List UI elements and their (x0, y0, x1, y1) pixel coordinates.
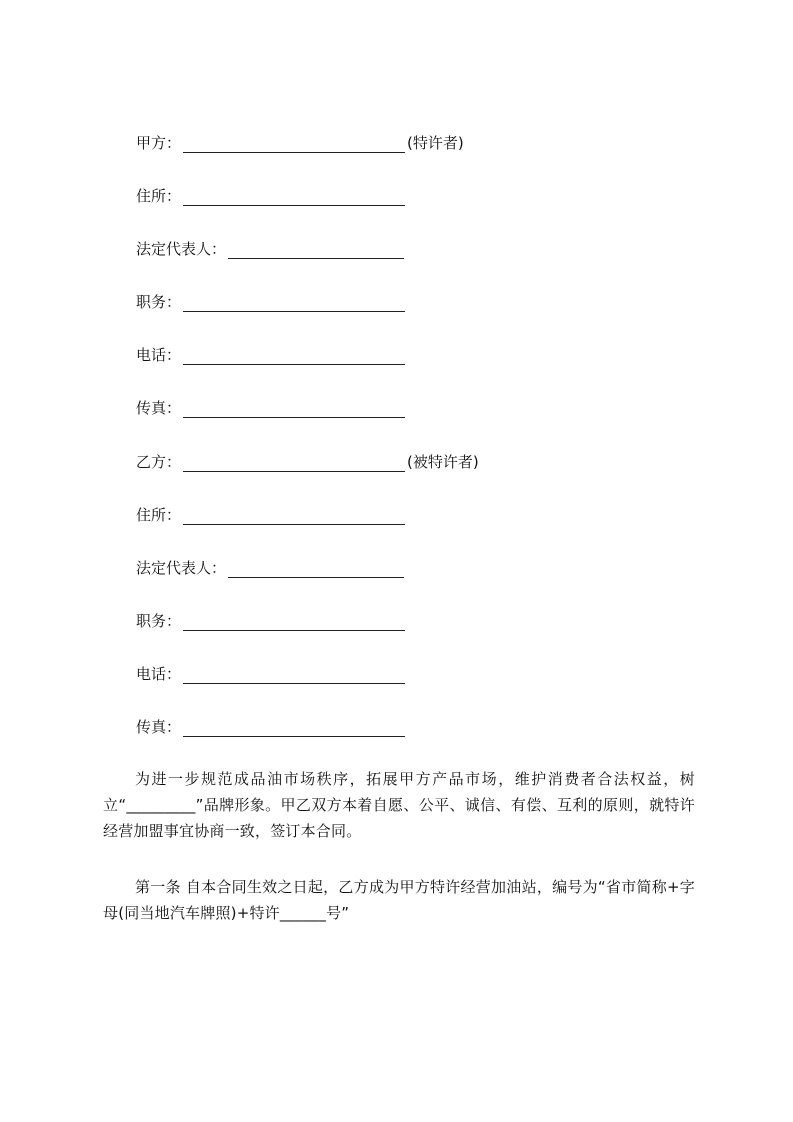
party-b-legal-rep-label: 法定代表人： (136, 559, 227, 577)
party-b-legal-rep-field (136, 556, 404, 578)
party-b-phone-label: 电话： (136, 665, 182, 683)
party-a-position-blank[interactable] (183, 293, 405, 312)
party-b-fax-field (136, 715, 405, 737)
party-b-position-label: 职务： (136, 612, 182, 630)
party-a-fax-label: 传真： (136, 399, 182, 417)
party-a-fax-blank[interactable] (183, 399, 405, 418)
party-a-suffix: (特许者) (407, 134, 464, 152)
party-a-position-label: 职务： (136, 293, 182, 311)
party-b-phone-blank[interactable] (183, 665, 405, 684)
party-a-address-label: 住所： (136, 187, 182, 205)
party-b-fax-blank[interactable] (183, 718, 405, 737)
party-b-field (136, 450, 479, 472)
article-1-paragraph (103, 874, 695, 926)
party-b-suffix: (被特许者) (407, 453, 479, 471)
article-1-text: 第一条 自本合同生效之日起，乙方成为甲方特许经营加油站，编号为“省市简称+字母(同当地汽车牌照)+特许______号” (103, 878, 695, 922)
party-a-field (136, 131, 464, 153)
party-b-address-field (136, 503, 405, 525)
party-a-legal-rep-blank[interactable] (228, 240, 404, 259)
party-a-legal-rep-label: 法定代表人： (136, 240, 227, 258)
party-a-phone-blank[interactable] (183, 346, 405, 365)
party-a-address-blank[interactable] (183, 187, 405, 206)
party-a-phone-field (136, 343, 405, 365)
party-b-blank[interactable] (183, 453, 405, 472)
party-b-position-field (136, 609, 405, 631)
preamble-text: 为进一步规范成品油市场秩序，拓展甲方产品市场，维护消费者合法权益，树立“_________”品牌形象。甲乙双方本着自愿、公平、诚信、有偿、互利的原则，就特许经营加盟事宜协商一致，签订本合同。 (103, 770, 695, 840)
party-b-legal-rep-blank[interactable] (228, 559, 404, 578)
party-b-fax-label: 传真： (136, 718, 182, 736)
party-a-phone-label: 电话： (136, 346, 182, 364)
party-a-address-field (136, 184, 405, 206)
party-a-blank[interactable] (183, 134, 405, 153)
party-a-fax-field (136, 396, 405, 418)
party-b-position-blank[interactable] (183, 612, 405, 631)
party-a-position-field (136, 290, 405, 312)
party-b-phone-field (136, 662, 405, 684)
party-b-address-blank[interactable] (183, 506, 405, 525)
party-b-address-label: 住所： (136, 506, 182, 524)
party-a-label: 甲方： (136, 134, 182, 152)
preamble-paragraph (103, 766, 695, 844)
party-b-label: 乙方： (136, 453, 182, 471)
party-a-legal-rep-field (136, 237, 404, 259)
